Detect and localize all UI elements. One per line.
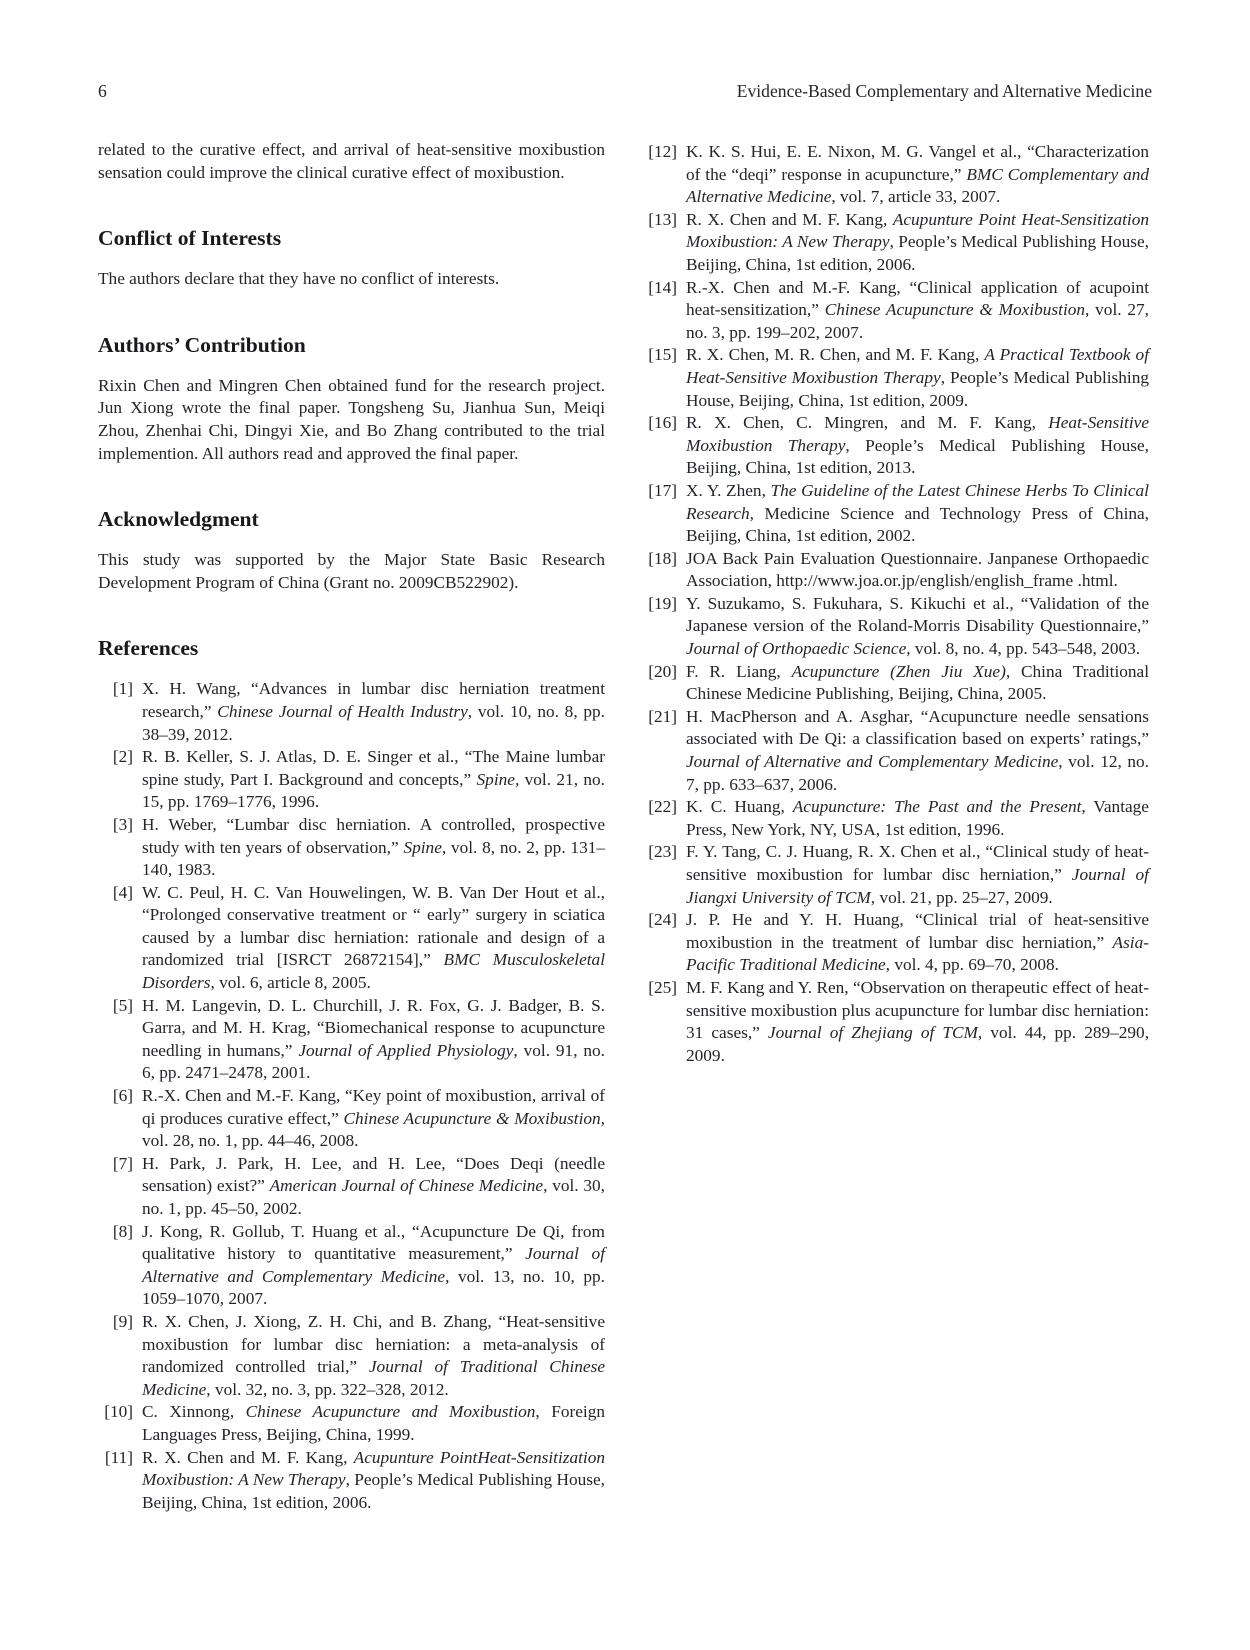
references-list-right <box>642 141 1149 1067</box>
reference-item <box>642 480 1149 548</box>
references-list-left <box>98 678 605 1514</box>
reference-number: [24] <box>648 910 677 930</box>
page-number: 6 <box>98 81 107 101</box>
reference-text <box>686 661 1149 706</box>
reference-text <box>686 277 1149 345</box>
reference-item <box>642 661 1149 706</box>
reference-number: [4] <box>112 882 133 902</box>
reference-text <box>686 706 1149 796</box>
reference-item <box>642 977 1149 1067</box>
reference-number: [2] <box>112 747 133 767</box>
reference-segment: H. MacPherson and A. Asghar, “Acupuncture needle sensations associated with De Qi: a classification based on experts’ ratings,” <box>686 706 1149 749</box>
reference-text <box>142 1153 605 1221</box>
reference-segment: , vol. 21, no. 15, pp. 1769–1776, 1996. <box>142 769 605 812</box>
reference-segment: Journal of Traditional Chinese Medicine <box>142 1357 605 1399</box>
reference-text <box>142 814 605 882</box>
reference-segment: , vol. 30, no. 1, pp. 45–50, 2002. <box>142 1176 605 1218</box>
reference-segment: H. Weber, “Lumbar disc herniation. A controlled, prospective study with ten years of observation,” <box>142 814 605 857</box>
section-paragraph: The authors declare that they have no conflict of interests. <box>98 269 500 289</box>
intro-paragraph: related to the curative effect, and arrival of heat-sensitive moxibustion sensation could improve the clinical curative effect of moxibustion. <box>98 140 605 182</box>
reference-segment: , vol. 28, no. 1, pp. 44–46, 2008. <box>142 1108 605 1151</box>
reference-number: [16] <box>648 413 677 433</box>
reference-segment: , vol. 27, no. 3, pp. 199–202, 2007. <box>686 300 1149 342</box>
reference-segment: , People’s Medical Publishing House, Beijing, China, 1st edition, 2009. <box>686 367 1150 410</box>
reference-number: [22] <box>648 797 677 817</box>
reference-item <box>98 814 605 882</box>
reference-item <box>642 548 1149 593</box>
reference-segment: , vol. 32, no. 3, pp. 322–328, 2012. <box>206 1379 449 1399</box>
reference-number: [14] <box>648 277 677 297</box>
reference-item <box>642 277 1149 345</box>
reference-text <box>686 480 1149 548</box>
reference-text <box>686 796 1149 841</box>
reference-segment: , Medicine Science and Technology Press of China, Beijing, China, 1st edition, 2002. <box>686 503 1149 546</box>
section-paragraph: Rixin Chen and Mingren Chen obtained fund for the research project. Jun Xiong wrote the final paper. Tongsheng Su, Jianhua Sun, Meiqi Zhou, Zhenhai Chi, Dingyi Xie, and Bo Zhang contributed to the trial implemention. All authors read and approved the final paper. <box>98 375 605 463</box>
reference-item <box>98 1401 605 1446</box>
reference-item <box>642 841 1149 909</box>
reference-segment: , People’s Medical Publishing House, Beijing, China, 1st edition, 2006. <box>142 1470 606 1512</box>
reference-segment: K. K. S. Hui, E. E. Nixon, M. G. Vangel et al., “Characterization of the “deqi” response in acupuncture,” <box>686 142 1149 184</box>
reference-number: [15] <box>648 345 677 365</box>
reference-text <box>142 746 605 814</box>
reference-number: [10] <box>104 1402 133 1422</box>
reference-number: [7] <box>112 1153 133 1173</box>
right-column <box>642 139 1149 1514</box>
reference-item <box>98 678 605 746</box>
reference-segment: , China Traditional Chinese Medicine Publishing, Beijing, China, 2005. <box>686 661 1150 704</box>
reference-segment: R. X. Chen and M. F. Kang, <box>142 1447 354 1467</box>
reference-text <box>686 209 1149 277</box>
reference-number: [3] <box>112 814 133 834</box>
reference-item <box>98 882 605 995</box>
reference-number: [23] <box>648 842 677 862</box>
reference-segment: Chinese Acupuncture & Moxibustion <box>343 1108 601 1128</box>
reference-item <box>642 593 1149 661</box>
reference-number: [13] <box>648 209 677 229</box>
reference-segment: Journal of Alternative and Complementary Medicine <box>686 752 1059 772</box>
reference-text <box>686 593 1149 661</box>
reference-item <box>642 141 1149 209</box>
reference-item <box>642 909 1149 977</box>
reference-text <box>686 412 1149 480</box>
reference-segment: Heat-Sensitive Moxibustion Therapy <box>686 413 1149 455</box>
reference-item <box>98 1153 605 1221</box>
reference-item <box>98 746 605 814</box>
reference-segment: Asia-Pacific Traditional Medicine <box>686 932 1149 975</box>
reference-number: [5] <box>112 995 133 1015</box>
reference-text <box>686 841 1149 909</box>
reference-segment: Acupuncture (Zhen Jiu Xue) <box>791 661 1006 681</box>
reference-segment: R. X. Chen, M. R. Chen, and M. F. Kang, <box>686 345 985 365</box>
reference-segment: C. Xinnong, <box>142 1402 246 1422</box>
running-head: Evidence-Based Complementary and Alternative Medicine <box>736 81 1152 101</box>
reference-item <box>642 796 1149 841</box>
section-heading: Authors’ Contribution <box>98 332 306 357</box>
reference-segment: R.-X. Chen and M.-F. Kang, “Key point of moxibustion, arrival of qi produces curative effect,” <box>142 1086 605 1128</box>
reference-segment: Journal of Orthopaedic Science <box>686 639 907 659</box>
reference-segment: , vol. 13, no. 10, pp. 1059–1070, 2007. <box>142 1266 605 1309</box>
reference-number: [19] <box>648 593 677 613</box>
reference-segment: , People’s Medical Publishing House, Beijing, China, 1st edition, 2013. <box>686 435 1149 478</box>
reference-segment: X. Y. Zhen, <box>686 480 771 500</box>
reference-number: [9] <box>112 1311 133 1331</box>
reference-segment: F. R. Liang, <box>686 661 792 681</box>
reference-segment: A Practical Textbook of Heat-Sensitive Moxibustion Therapy <box>686 345 1149 387</box>
reference-segment: Spine <box>403 837 442 857</box>
reference-segment: , vol. 7, article 33, 2007. <box>831 187 1001 207</box>
reference-number: [8] <box>112 1221 133 1241</box>
reference-number: [21] <box>648 706 677 726</box>
reference-number: [25] <box>648 977 677 997</box>
reference-text <box>686 909 1149 977</box>
left-column <box>98 139 605 1514</box>
reference-item <box>98 1447 605 1515</box>
reference-segment: Chinese Journal of Health Industry <box>217 701 468 721</box>
reference-segment: American Journal of Chinese Medicine <box>269 1176 544 1196</box>
reference-text <box>142 882 605 995</box>
reference-segment: Acupunture Point Heat-Sensitization Moxibustion: A New Therapy <box>686 209 1149 252</box>
reference-number: [1] <box>112 679 133 699</box>
reference-item <box>642 209 1149 277</box>
reference-segment: Journal of Applied Physiology <box>298 1040 514 1060</box>
reference-segment: Journal of Jiangxi University of TCM <box>686 865 1149 907</box>
reference-segment: , vol. 12, no. 7, pp. 633–637, 2006. <box>686 752 1149 794</box>
reference-segment: Journal of Alternative and Complementary Medicine <box>142 1244 605 1286</box>
reference-segment: R. X. Chen and M. F. Kang, <box>686 209 893 229</box>
reference-segment: R.-X. Chen and M.-F. Kang, “Clinical application of acupoint heat-sensitization,” <box>686 277 1149 320</box>
reference-item <box>642 344 1149 412</box>
reference-item <box>642 706 1149 796</box>
reference-segment: J. Kong, R. Gollub, T. Huang et al., “Acupuncture De Qi, from qualitative history to quantitative measurement,” <box>142 1221 605 1264</box>
two-column-layout <box>98 139 1152 1514</box>
reference-segment: , vol. 4, pp. 69–70, 2008. <box>885 955 1059 975</box>
section-heading: Conflict of Interests <box>98 226 282 251</box>
reference-segment: , vol. 10, no. 8, pp. 38–39, 2012. <box>142 701 605 744</box>
section-paragraph: This study was supported by the Major State Basic Research Development Program of China (Grant no. 2009CB522902). <box>98 550 605 592</box>
reference-number: [11] <box>104 1447 133 1467</box>
reference-segment: M. F. Kang and Y. Ren, “Observation on therapeutic effect of heat-sensitive moxibustion plus acupuncture for lumbar disc herniation: 31 cases,” <box>686 977 1149 1043</box>
reference-item <box>98 995 605 1085</box>
section-heading: Acknowledgment <box>98 507 259 532</box>
reference-segment: W. C. Peul, H. C. Van Houwelingen, W. B. Van Der Hout et al., “Prolonged conservative treatment or “ early” surgery in sciatica caused by a lumbar disc herniation: rationale and design of a randomized trial [ISRCT 26872154],” <box>142 882 605 970</box>
reference-segment: J. P. He and Y. H. Huang, “Clinical trial of heat-sensitive moxibustion in the treatment of lumbar disc herniation,” <box>686 910 1149 952</box>
reference-text <box>686 344 1149 412</box>
reference-segment: F. Y. Tang, C. J. Huang, R. X. Chen et al., “Clinical study of heat-sensitive moxibustion for lumbar disc herniation,” <box>686 842 1149 884</box>
reference-segment: R. B. Keller, S. J. Atlas, D. E. Singer et al., “The Maine lumbar spine study, Part I. Background and concepts,” <box>142 747 605 789</box>
page-header <box>98 80 1152 102</box>
reference-segment: , vol. 44, pp. 289–290, 2009. <box>686 1023 1150 1065</box>
reference-segment: BMC Complementary and Alternative Medicine <box>686 164 1149 207</box>
reference-segment: , vol. 8, no. 2, pp. 131–140, 1983. <box>142 837 605 880</box>
reference-segment: Spine <box>476 769 515 789</box>
reference-text <box>142 1311 605 1401</box>
reference-segment: Chinese Acupuncture and Moxibustion <box>245 1402 536 1422</box>
reference-segment: , vol. 8, no. 4, pp. 543–548, 2003. <box>906 639 1141 659</box>
left-sections <box>98 225 605 594</box>
reference-segment: Journal of Zhejiang of TCM <box>767 1023 978 1043</box>
reference-item <box>98 1221 605 1311</box>
reference-segment: Chinese Acupuncture & Moxibustion <box>824 300 1086 320</box>
reference-text <box>142 678 605 746</box>
reference-number: [20] <box>648 661 677 681</box>
reference-number: [17] <box>648 480 677 500</box>
reference-segment: Acupunture PointHeat-Sensitization Moxibustion: A New Therapy <box>142 1447 606 1490</box>
reference-text <box>142 1447 605 1515</box>
reference-number: [6] <box>112 1086 133 1106</box>
reference-segment: Y. Suzukamo, S. Fukuhara, S. Kikuchi et al., “Validation of the Japanese version of the Roland-Morris Disability Questionnaire,” <box>686 593 1149 636</box>
reference-item <box>98 1085 605 1153</box>
reference-segment: , Foreign Languages Press, Beijing, China, 1999. <box>142 1402 605 1444</box>
references-heading: References <box>98 636 199 661</box>
reference-text <box>686 141 1149 209</box>
reference-segment: R. X. Chen, J. Xiong, Z. H. Chi, and B. Zhang, “Heat-sensitive moxibustion for lumbar disc herniation: a meta-analysis of randomized controlled trial,” <box>142 1311 605 1377</box>
reference-segment: , vol. 91, no. 6, pp. 2471–2478, 2001. <box>142 1040 605 1083</box>
reference-text <box>686 548 1149 593</box>
reference-number: [12] <box>648 142 677 161</box>
reference-segment: H. M. Langevin, D. L. Churchill, J. R. Fox, G. J. Badger, B. S. Garra, and M. H. Krag, “Biomechanical response to acupuncture needling in humans,” <box>142 995 605 1060</box>
reference-segment: The Guideline of the Latest Chinese Herbs To Clinical Research <box>686 480 1149 523</box>
reference-segment: R. X. Chen, C. Mingren, and M. F. Kang, <box>686 413 1049 433</box>
reference-segment: H. Park, J. Park, H. Lee, and H. Lee, “Does Deqi (needle sensation) exist?” <box>142 1153 605 1196</box>
reference-text <box>142 1401 605 1446</box>
reference-segment: , Vantage Press, New York, NY, USA, 1st edition, 1996. <box>686 797 1149 839</box>
reference-segment: BMC Musculoskeletal Disorders <box>142 950 605 993</box>
reference-item <box>642 412 1149 480</box>
reference-item <box>98 1311 605 1401</box>
reference-text <box>142 1221 605 1311</box>
reference-segment: X. H. Wang, “Advances in lumbar disc herniation treatment research,” <box>142 679 605 721</box>
reference-text <box>142 995 605 1085</box>
reference-segment: , vol. 21, pp. 25–27, 2009. <box>870 887 1053 907</box>
reference-segment: JOA Back Pain Evaluation Questionnaire. Janpanese Orthopaedic Association, http://www.joa.or.jp/english/english_frame .html. <box>686 548 1149 591</box>
reference-text <box>686 977 1149 1067</box>
reference-text <box>142 1085 605 1153</box>
reference-segment: , vol. 6, article 8, 2005. <box>210 973 371 993</box>
reference-segment: Acupuncture: The Past and the Present <box>792 797 1082 817</box>
reference-segment: , People’s Medical Publishing House, Beijing, China, 1st edition, 2006. <box>686 232 1150 274</box>
reference-number: [18] <box>648 548 677 568</box>
reference-segment: K. C. Huang, <box>686 797 793 817</box>
